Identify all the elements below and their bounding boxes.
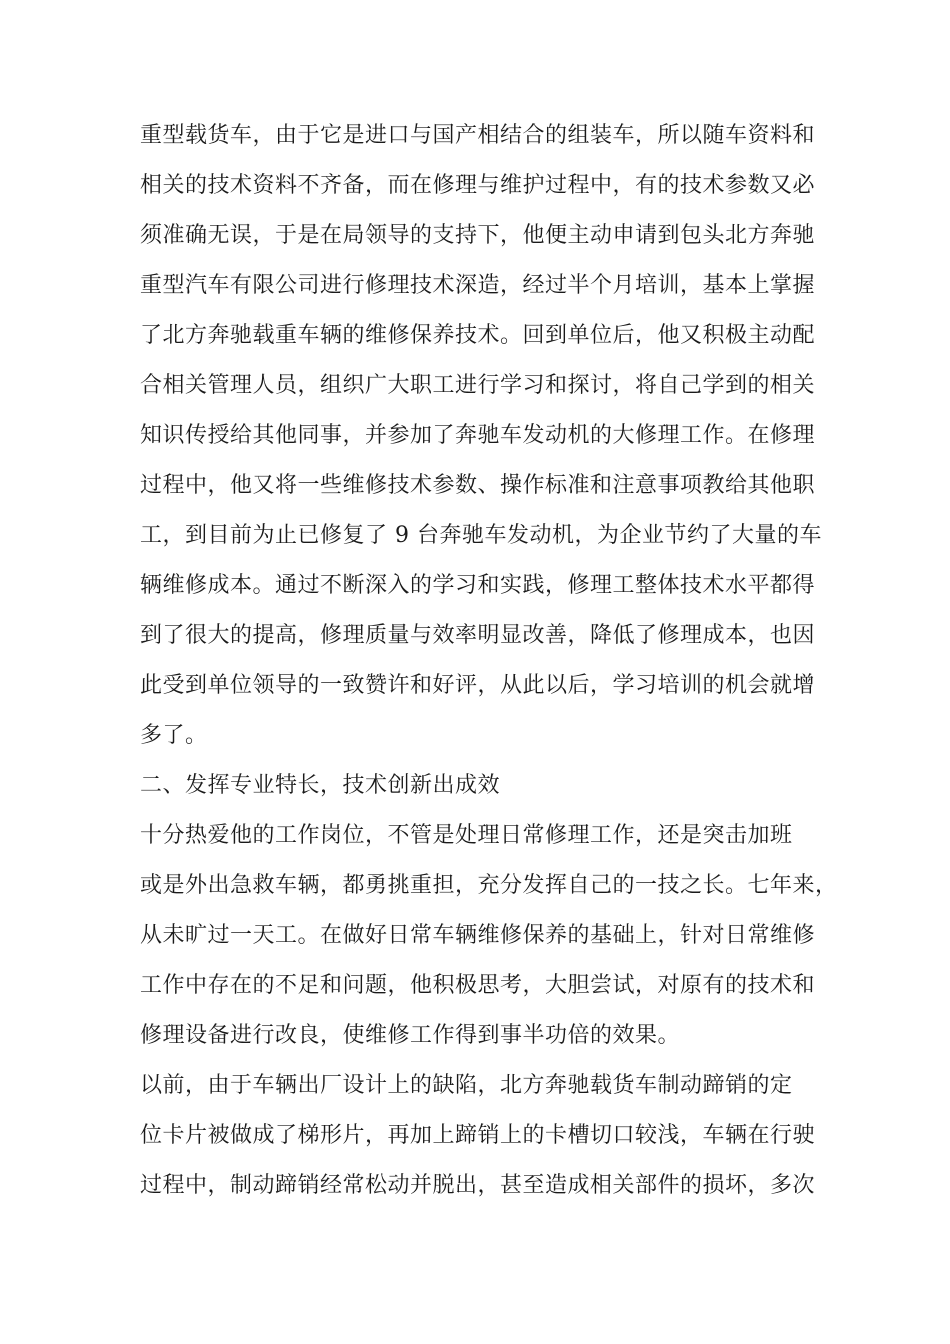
text-line: 重型载货车，由于它是进口与国产相结合的组装车，所以随车资料和 xyxy=(140,123,816,148)
text-line: 工，到目前为止已修复了 9 台奔驰车发动机，为企业节约了大量的车 xyxy=(140,523,822,548)
text-line: 到了很大的提高，修理质量与效率明显改善，降低了修理成本，也因 xyxy=(140,623,816,648)
text-line: 工作中存在的不足和问题，他积极思考，大胆尝试，对原有的技术和 xyxy=(140,973,816,998)
text-line: 过程中，制动蹄销经常松动并脱出，甚至造成相关部件的损坏，多次 xyxy=(140,1173,816,1198)
text-line: 从未旷过一天工。在做好日常车辆维修保养的基础上，针对日常维修 xyxy=(140,923,816,948)
text-line: 辆维修成本。通过不断深入的学习和实践，修理工整体技术水平都得 xyxy=(140,573,816,598)
text-line: 十分热爱他的工作岗位，不管是处理日常修理工作，还是突击加班 xyxy=(140,823,793,848)
text-line: 过程中，他又将一些维修技术参数、操作标准和注意事项教给其他职 xyxy=(140,473,816,498)
text-line: 相关的技术资料不齐备，而在修理与维护过程中，有的技术参数又必 xyxy=(140,173,816,198)
text-line: 以前，由于车辆出厂设计上的缺陷，北方奔驰载货车制动蹄销的定 xyxy=(140,1073,793,1098)
text-line: 位卡片被做成了梯形片，再加上蹄销上的卡槽切口较浅，车辆在行驶 xyxy=(140,1123,816,1148)
text-line: 多了。 xyxy=(140,723,208,748)
text-line: 须准确无误，于是在局领导的支持下，他便主动申请到包头北方奔驰 xyxy=(140,223,816,248)
section-heading: 二、发挥专业特长，技术创新出成效 xyxy=(140,773,501,798)
text-line: 了北方奔驰载重车辆的维修保养技术。回到单位后，他又积极主动配 xyxy=(140,323,816,348)
text-line: 合相关管理人员，组织广大职工进行学习和探讨，将自己学到的相关 xyxy=(140,373,816,398)
text-line: 重型汽车有限公司进行修理技术深造，经过半个月培训，基本上掌握 xyxy=(140,273,816,298)
text-line: 此受到单位领导的一致赞许和好评，从此以后，学习培训的机会就增 xyxy=(140,673,816,698)
text-line: 修理设备进行改良，使维修工作得到事半功倍的效果。 xyxy=(140,1023,681,1048)
text-line: 或是外出急救车辆，都勇挑重担，充分发挥自己的一技之长。七年来， xyxy=(140,873,838,898)
text-line: 知识传授给其他同事，并参加了奔驰车发动机的大修理工作。在修理 xyxy=(140,423,816,448)
